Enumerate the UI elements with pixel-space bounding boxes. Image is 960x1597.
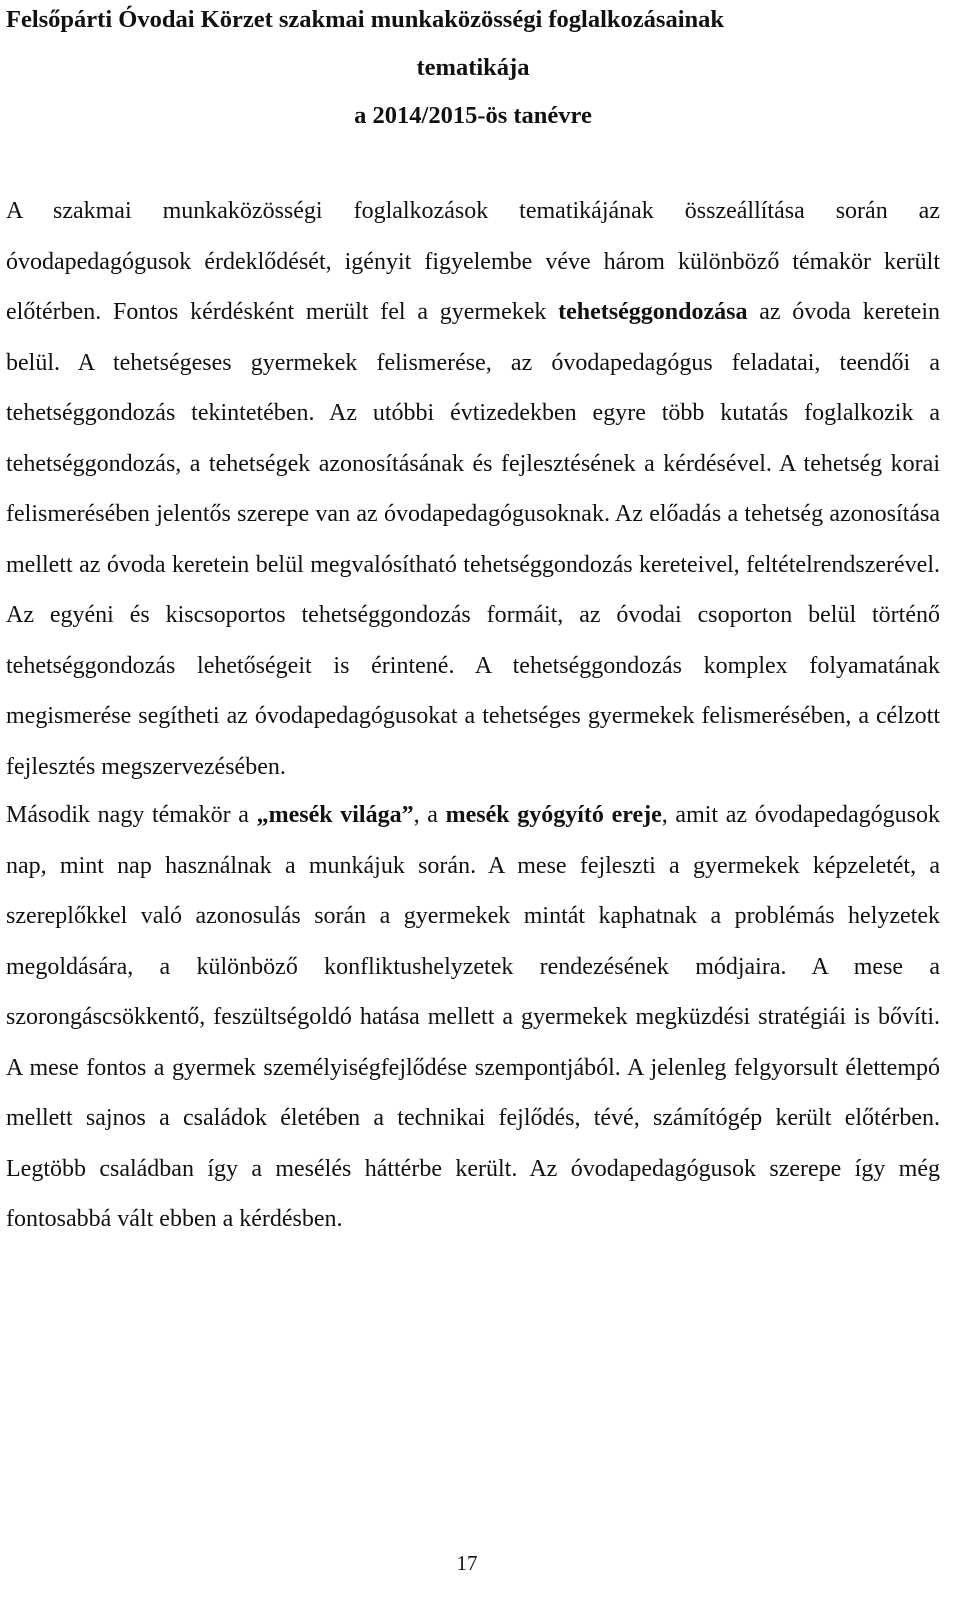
title-line-1: Felsőpárti Óvodai Körzet szakmai munkaközösségi foglalkozásainak <box>6 6 725 33</box>
paragraph-2-text-c: , amit az óvodapedagógusok nap, mint nap használnak a munkájuk során. A mese fejleszti a gyermekek képzeletét, a szereplőkkel való azonosulás során a gyermekek mintát kaphatnak a problémás helyzetek megoldására, a különböző konfliktushelyzetek rendezésének módjaira. A mese a szorongáscsökkentő, feszültségoldó hatása mellett a gyermekek megküzdési stratégiái is bővíti. A mese fontos a gyermek személyiségfejlődése szempontjából. A jelenleg felgyorsult élettempó mellett sajnos a családok életében a technikai fejlődés, tévé, számítógép került előtérben. Legtöbb családban így a mesélés háttérbe került. Az óvodapedagógusok szerepe így még fontosabbá vált ebben a kérdésben. <box>6 802 941 1232</box>
paragraph-1-bold-term: tehetséggondozása <box>558 299 748 325</box>
paragraph-talent-care <box>6 186 940 792</box>
paragraph-2-bold-term-1: „mesék világa” <box>256 802 414 828</box>
title-line-2: tematikája <box>416 54 530 81</box>
document-title <box>6 0 940 140</box>
page-number: 17 <box>456 1551 478 1575</box>
paragraph-1-text-b: az óvoda keretein belül. A tehetségeses gyermekek felismerése, az óvodapedagógus feladatai, teendői a tehetséggondozás tekintetében. Az utóbbi évtizedekben egyre több kutatás foglalkozik a tehetséggondozás, a tehetségek azonosításának és fejlesztésének a kérdésével. A tehetség korai felismerésében jelentős szerepe van az óvodapedagógusoknak. Az előadás a tehetség azonosítása mellett az óvoda keretein belül megvalósítható tehetséggondozás kereteivel, feltételrendszerével. Az egyéni és kiscsoportos tehetséggondozás formáit, az óvodai csoporton belül történő tehetséggondozás lehetőségeit is érintené. A tehetséggondozás komplex folyamatának megismerése segítheti az óvodapedagógusokat a tehetséges gyermekek felismerésében, a célzott fejlesztés megszervezésében. <box>6 299 941 780</box>
title-line-3: a 2014/2015-ös tanévre <box>354 102 592 129</box>
paragraph-2-text-a: Második nagy témakör a <box>6 802 257 828</box>
paragraph-2-bold-term-2: mesék gyógyító ereje <box>445 802 662 828</box>
page-content <box>6 0 940 1245</box>
paragraph-tales <box>6 790 940 1245</box>
paragraph-2-text-b: , a <box>413 802 446 828</box>
paragraph-1-text-a: A szakmai munkaközösségi foglalkozások tematikájának összeállítása során az óvodapedagógusok érdeklődését, igényit figyelembe véve három különböző témakör került előtérben. Fontos kérdésként merült fel a gyermekek <box>6 198 940 325</box>
